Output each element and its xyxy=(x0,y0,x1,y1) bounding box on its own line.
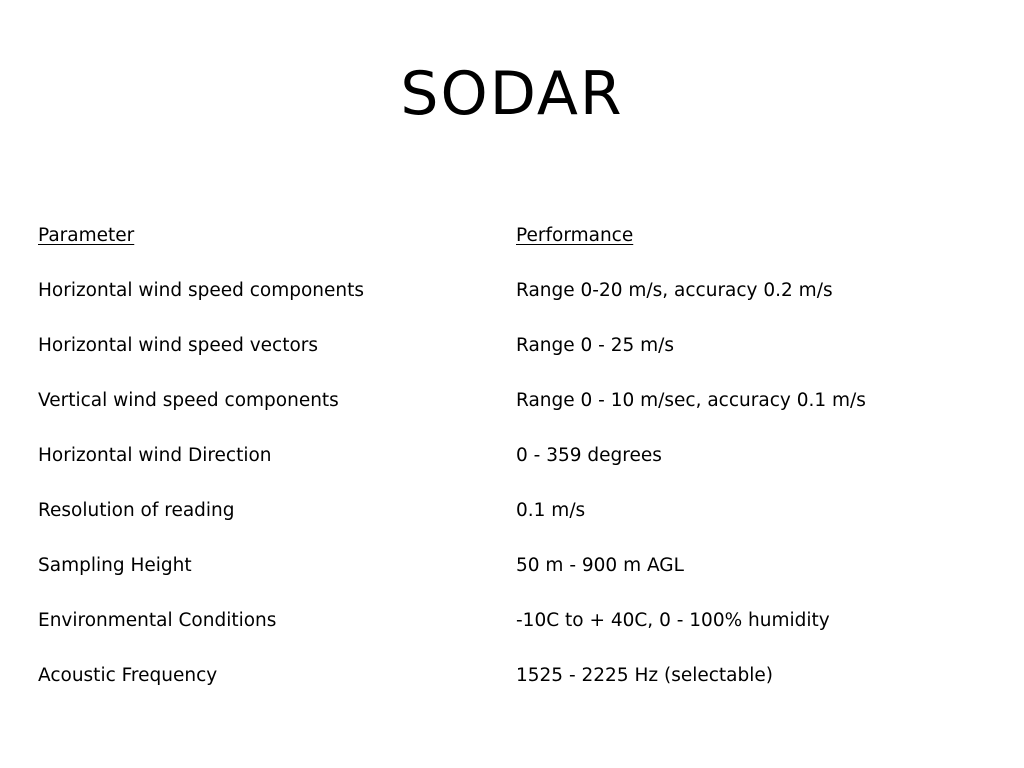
table-row xyxy=(38,277,998,332)
performance-cell: 1525 - 2225 Hz (selectable) xyxy=(516,665,773,686)
table-row xyxy=(38,607,998,662)
table-header-row xyxy=(38,222,998,277)
parameter-cell: Horizontal wind speed components xyxy=(38,280,365,301)
parameter-cell: Vertical wind speed components xyxy=(38,390,339,411)
performance-cell: Range 0 - 10 m/sec, accuracy 0.1 m/s xyxy=(516,390,866,411)
parameter-cell: Horizontal wind Direction xyxy=(38,445,272,466)
parameter-cell: Sampling Height xyxy=(38,555,192,576)
spec-table xyxy=(38,222,998,717)
performance-cell: 50 m - 900 m AGL xyxy=(516,555,684,576)
performance-cell: 0.1 m/s xyxy=(516,500,586,521)
table-row xyxy=(38,497,998,552)
table-row xyxy=(38,387,998,442)
performance-cell: 0 - 359 degrees xyxy=(516,445,662,466)
table-row xyxy=(38,552,998,607)
parameter-cell: Resolution of reading xyxy=(38,500,235,521)
slide-title: SODAR xyxy=(400,59,624,129)
header-parameter: Parameter xyxy=(38,225,135,246)
parameter-cell: Environmental Conditions xyxy=(38,610,277,631)
table-row xyxy=(38,442,998,497)
performance-cell: Range 0 - 25 m/s xyxy=(516,335,675,356)
header-performance: Performance xyxy=(516,225,634,246)
performance-cell: Range 0-20 m/s, accuracy 0.2 m/s xyxy=(516,280,833,301)
table-row xyxy=(38,332,998,387)
parameter-cell: Acoustic Frequency xyxy=(38,665,218,686)
table-row xyxy=(38,662,998,717)
parameter-cell: Horizontal wind speed vectors xyxy=(38,335,319,356)
performance-cell: -10C to + 40C, 0 - 100% humidity xyxy=(516,610,830,631)
